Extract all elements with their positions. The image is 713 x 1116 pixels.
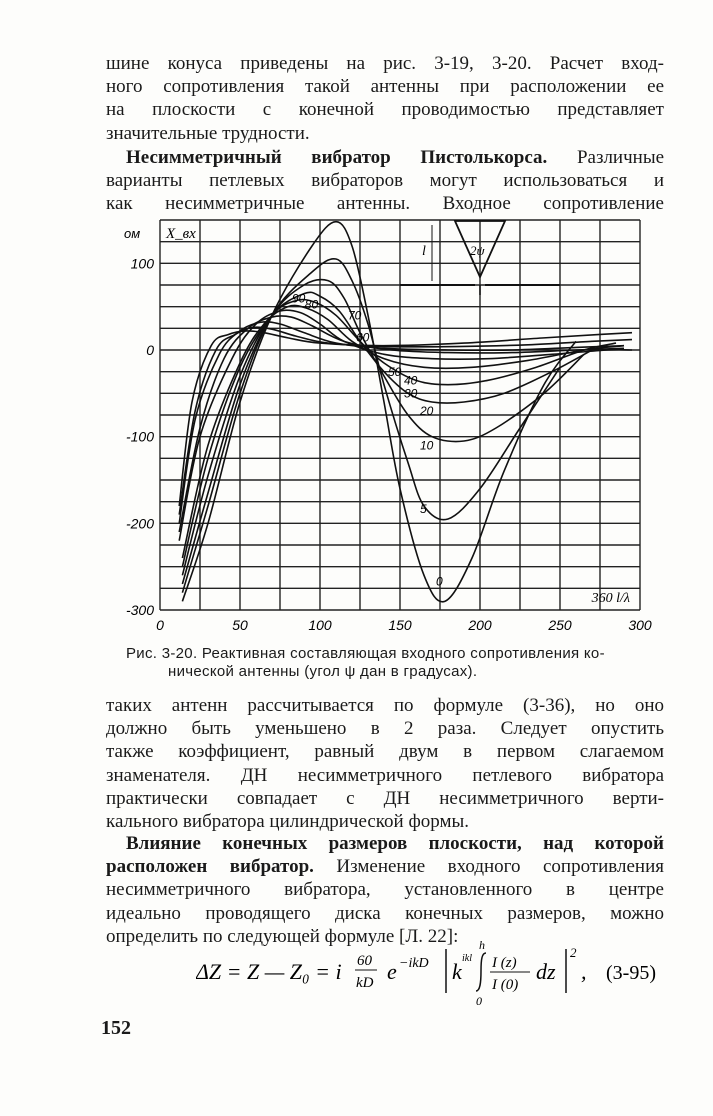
series-label-psi-60: 60 [356, 330, 370, 345]
text-line: знаменателя. ДН несимметричного петлевого вибратора [106, 764, 664, 786]
caption-line: нической антенны (угол ψ дан в градусах). [168, 663, 478, 680]
y-tick-label: 100 [130, 255, 154, 272]
series-label-psi-0: 0 [436, 574, 443, 589]
y-tick-label: -200 [125, 515, 154, 532]
figure-caption [126, 645, 656, 681]
text-line: ного сопротивления такой антенны при расположении ее [106, 76, 664, 98]
formula-int-lower: 0 [476, 994, 482, 1008]
inset-angle-label: 2ψ [470, 243, 485, 258]
formula-comma: , [581, 959, 587, 984]
text-line: несимметричного вибратора, установленного в центре [106, 879, 664, 901]
section2-title-cont: расположен вибратор. [106, 856, 314, 878]
x-axis-label: 360 l/λ [591, 591, 630, 606]
y-tick-label: -300 [125, 602, 154, 618]
formula-frac-den: kD [356, 975, 374, 991]
y-axis-label: X_вх [166, 226, 196, 242]
formula-frac-num: 60 [357, 953, 372, 969]
series-label-psi-20: 20 [420, 404, 434, 418]
text-line: определить по следующей формуле [Л. 22]: [106, 925, 459, 947]
series-label-psi-5: 5 [420, 501, 427, 516]
series-label-psi-80: 80 [304, 297, 319, 312]
text-line: таких антенн рассчитывается по формуле (3-36), но оно [106, 695, 664, 716]
section2-title: Влияние конечных размеров плоскости, над которой [126, 833, 664, 854]
x-tick-label: 150 [388, 617, 412, 633]
x-tick-label: 0 [156, 617, 164, 633]
series-line-psi-10 [182, 280, 584, 584]
section1-title: Несимметричный вибратор Пистолькорса. [126, 147, 548, 168]
y-tick-label: 0 [146, 342, 154, 358]
text-line: Различные [576, 147, 665, 168]
formula-exp-base: e [387, 959, 397, 984]
text-line: на плоскости с конечной проводимостью представляет [106, 99, 664, 121]
series-line-psi-20 [182, 292, 592, 575]
formula-exponent: −ikD [399, 956, 429, 971]
formula-dz: dz [536, 959, 556, 984]
formula-k: k [452, 959, 462, 984]
x-tick-label: 250 [548, 617, 572, 633]
chart-svg [100, 205, 660, 645]
formula-integrand-num: I (z) [492, 955, 517, 971]
formula-lhs: ΔZ = Z — Z₀ = i [196, 959, 342, 984]
text-line: как несимметричные антенны. Входное сопротивление [106, 193, 664, 215]
top-paragraph [106, 52, 664, 145]
text-line: шине конуса приведены на рис. 3-19, 3-20. Расчет вход- [106, 53, 664, 74]
text-line: варианты петлевых вибраторов могут использоваться и [106, 170, 664, 192]
series-label-psi-40: 40 [404, 373, 418, 388]
formula-number: (3-95) [606, 962, 656, 984]
page-number: 152 [101, 1017, 131, 1039]
chart-axes [124, 226, 652, 633]
formula-integrand-den: I (0) [492, 977, 519, 993]
text-line: практически совпадает с ДН несимметричного верти- [106, 787, 664, 809]
series-line-psi-5 [182, 259, 560, 593]
series-label-psi-10: 10 [420, 438, 434, 453]
equation-3-95 [196, 935, 666, 1010]
formula-int-upper: h [479, 938, 485, 952]
x-tick-label: 100 [308, 617, 332, 633]
section2-paragraph [106, 832, 664, 948]
formula-k-exp: ikl [462, 953, 472, 964]
text-line: Изменение входного сопротивления [336, 856, 664, 878]
text-line: также коэффициент, равный двум в первом слагаемом [106, 741, 664, 763]
caption-line: Рис. 3-20. Реактивная составляющая входного сопротивления ко- [126, 645, 605, 662]
reactance-chart [100, 205, 660, 645]
series-label-psi-90: 90 [292, 291, 306, 306]
text-line: значительные трудности. [106, 122, 310, 144]
formula-svg [196, 935, 666, 1010]
y-unit-label: ом [124, 226, 141, 241]
formula-power: 2 [570, 945, 577, 960]
x-tick-label: 200 [468, 617, 492, 633]
middle-paragraph [106, 694, 664, 833]
x-tick-label: 50 [232, 617, 248, 633]
series-label-psi-50: 50 [388, 365, 402, 379]
text-line: идеально проводящего диска конечных размеров, можно [106, 902, 664, 924]
text-line: кального вибратора цилиндрической формы. [106, 811, 470, 833]
series-label-psi-30: 30 [404, 386, 418, 401]
inset-height-label: l [422, 244, 426, 259]
chart-grid [160, 220, 640, 610]
y-tick-label: -100 [125, 428, 154, 445]
x-tick-label: 300 [628, 617, 652, 633]
text-line: должно быть уменьшено в 2 раза. Следует опустить [106, 718, 664, 740]
series-label-psi-70: 70 [348, 308, 362, 323]
